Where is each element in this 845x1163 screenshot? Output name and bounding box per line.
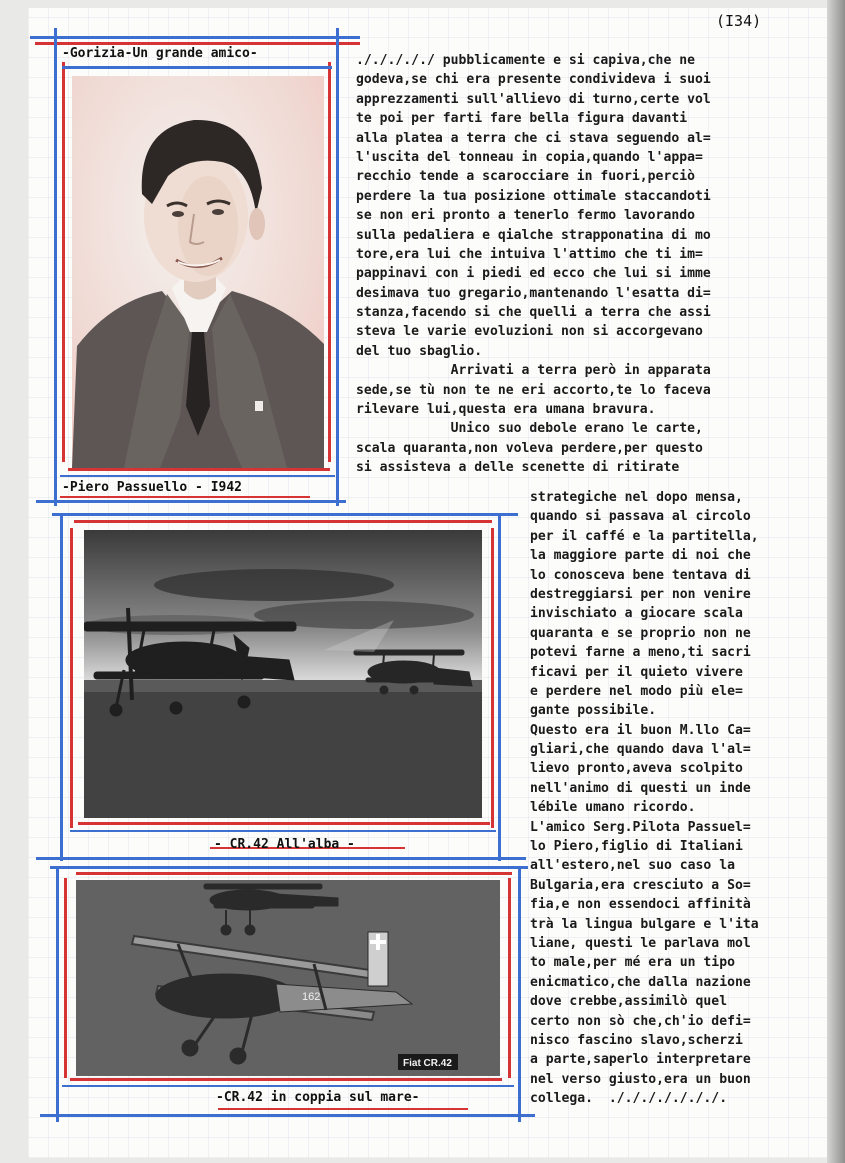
text-line: stanza,facendo si che quelli a terra che assi xyxy=(356,305,711,321)
dawn-caption: - CR.42 All'alba - xyxy=(214,837,355,852)
text-line: strategiche nel dopo mensa, xyxy=(530,490,743,505)
text-line: godeva,se chi era presente condivideva i suoi xyxy=(356,72,711,88)
text-line: perdere la tua posizione ottimale staccandoti xyxy=(356,188,711,204)
text-line: steva le varie evoluzioni non si accorgevano xyxy=(356,324,703,340)
aircraft-code: 162 xyxy=(302,991,321,1003)
text-line: to male,per mé era un tipo xyxy=(530,955,735,971)
text-line: lo Piero,figlio di Italiani xyxy=(530,839,743,855)
text-line: quaranta e se proprio non ne xyxy=(530,625,751,641)
text-line: la maggiore parte di noi che xyxy=(530,548,751,564)
text-line: alla platea a terra che ci stava seguendo al= xyxy=(356,130,711,146)
text-line: lo conosceva bene tentava di xyxy=(530,567,751,583)
text-line: sulla pedaliera e qialche strapponatina di mo xyxy=(356,227,711,243)
text-line: del tuo sbaglio. xyxy=(356,343,483,359)
text-line: e perdere nel modo più ele= xyxy=(530,683,743,699)
text-line: scala quaranta,non voleva perdere,per questo xyxy=(356,440,703,456)
text-line: lievo pronto,aveva scolpito xyxy=(530,761,743,777)
text-line: si assisteva a delle scenette di ritirate xyxy=(356,460,680,476)
text-line: certo non sò che,ch'io defi= xyxy=(530,1013,751,1029)
text-line: gliari,che quando dava l'al= xyxy=(530,742,751,758)
text-line: quando si passava al circolo xyxy=(530,509,751,525)
plate-label: Fiat CR.42 xyxy=(403,1058,452,1069)
text-line: dove crebbe,assimilò quel xyxy=(530,994,728,1010)
text-line: L'amico Serg.Pilota Passuel= xyxy=(530,819,751,835)
text-line: a parte,saperlo interpretare xyxy=(530,1052,751,1068)
text-line: desimava tuo gregario,mantenando l'esatta di= xyxy=(356,285,711,301)
text-line: recchio tende a scarocciare in fuori,perciò xyxy=(356,169,695,185)
page-number: (I34) xyxy=(716,12,762,30)
binding-shadow xyxy=(827,0,845,1163)
text-line: per il caffé e la partitella, xyxy=(530,528,759,544)
text-line: lébile umano ricordo. xyxy=(530,800,696,816)
text-line: liane, questi le parlava mol xyxy=(530,935,751,951)
text-line: trà la lingua bulgare e l'ita xyxy=(530,916,759,932)
text-line: sede,se tù non te ne eri accorto,te lo faceva xyxy=(356,382,711,398)
text-line: nel verso giusto,era un buon xyxy=(530,1071,751,1087)
text-line: apprezzamenti sull'allievo di turno,certe vol xyxy=(356,91,711,107)
text-line: Bulgaria,era cresciuto a So= xyxy=(530,877,751,893)
body-text-lower xyxy=(530,488,824,1109)
body-text-upper xyxy=(356,51,821,478)
text-line: te poi per farti fare bella figura davanti xyxy=(356,111,688,127)
text-line: se non eri pronto a tenerlo fermo lavorando xyxy=(356,208,695,224)
text-line: Questo era il buon M.llo Ca= xyxy=(530,722,751,738)
text-line: l'uscita del tonneau in copia,quando l'appa= xyxy=(356,149,703,165)
text-line: potevi farne a meno,ti sacri xyxy=(530,645,751,661)
portrait-photo xyxy=(72,76,324,468)
text-line: enicmatico,che dalla nazione xyxy=(530,974,751,990)
text-line: rilevare lui,questa era umana bravura. xyxy=(356,402,656,418)
portrait-caption: -Piero Passuello - I942 xyxy=(62,480,243,495)
text-line: invischiato a giocare scala xyxy=(530,606,743,622)
dawn-photo xyxy=(84,530,482,818)
text-line: all'estero,nel suo caso la xyxy=(530,858,735,874)
text-line: tore,era lui che intuiva l'attimo che ti im= xyxy=(356,246,703,262)
text-line: gante possibile. xyxy=(530,703,657,719)
portrait-title: -Gorizia-Un grande amico- xyxy=(62,46,258,61)
sea-photo xyxy=(76,880,500,1076)
text-line: collega. ./././././././. xyxy=(530,1091,728,1107)
text-line: nisco fascino slavo,scherzi xyxy=(530,1032,743,1048)
text-line: Arrivati a terra però in apparata xyxy=(356,363,711,379)
text-line: ficavi per il quieto vivere xyxy=(530,664,743,680)
text-line: destreggiarsi per non venire xyxy=(530,586,751,602)
text-line: fia,e non essendoci affinità xyxy=(530,897,751,913)
text-line: nell'animo di questi un inde xyxy=(530,780,751,796)
text-line: Unico suo debole erano le carte, xyxy=(356,421,703,437)
text-line: ./././././ pubblicamente e si capiva,che ne xyxy=(356,53,695,68)
sea-caption: -CR.42 in coppia sul mare- xyxy=(216,1090,420,1105)
text-line: pappinavi con i piedi ed ecco che lui si imme xyxy=(356,266,711,282)
